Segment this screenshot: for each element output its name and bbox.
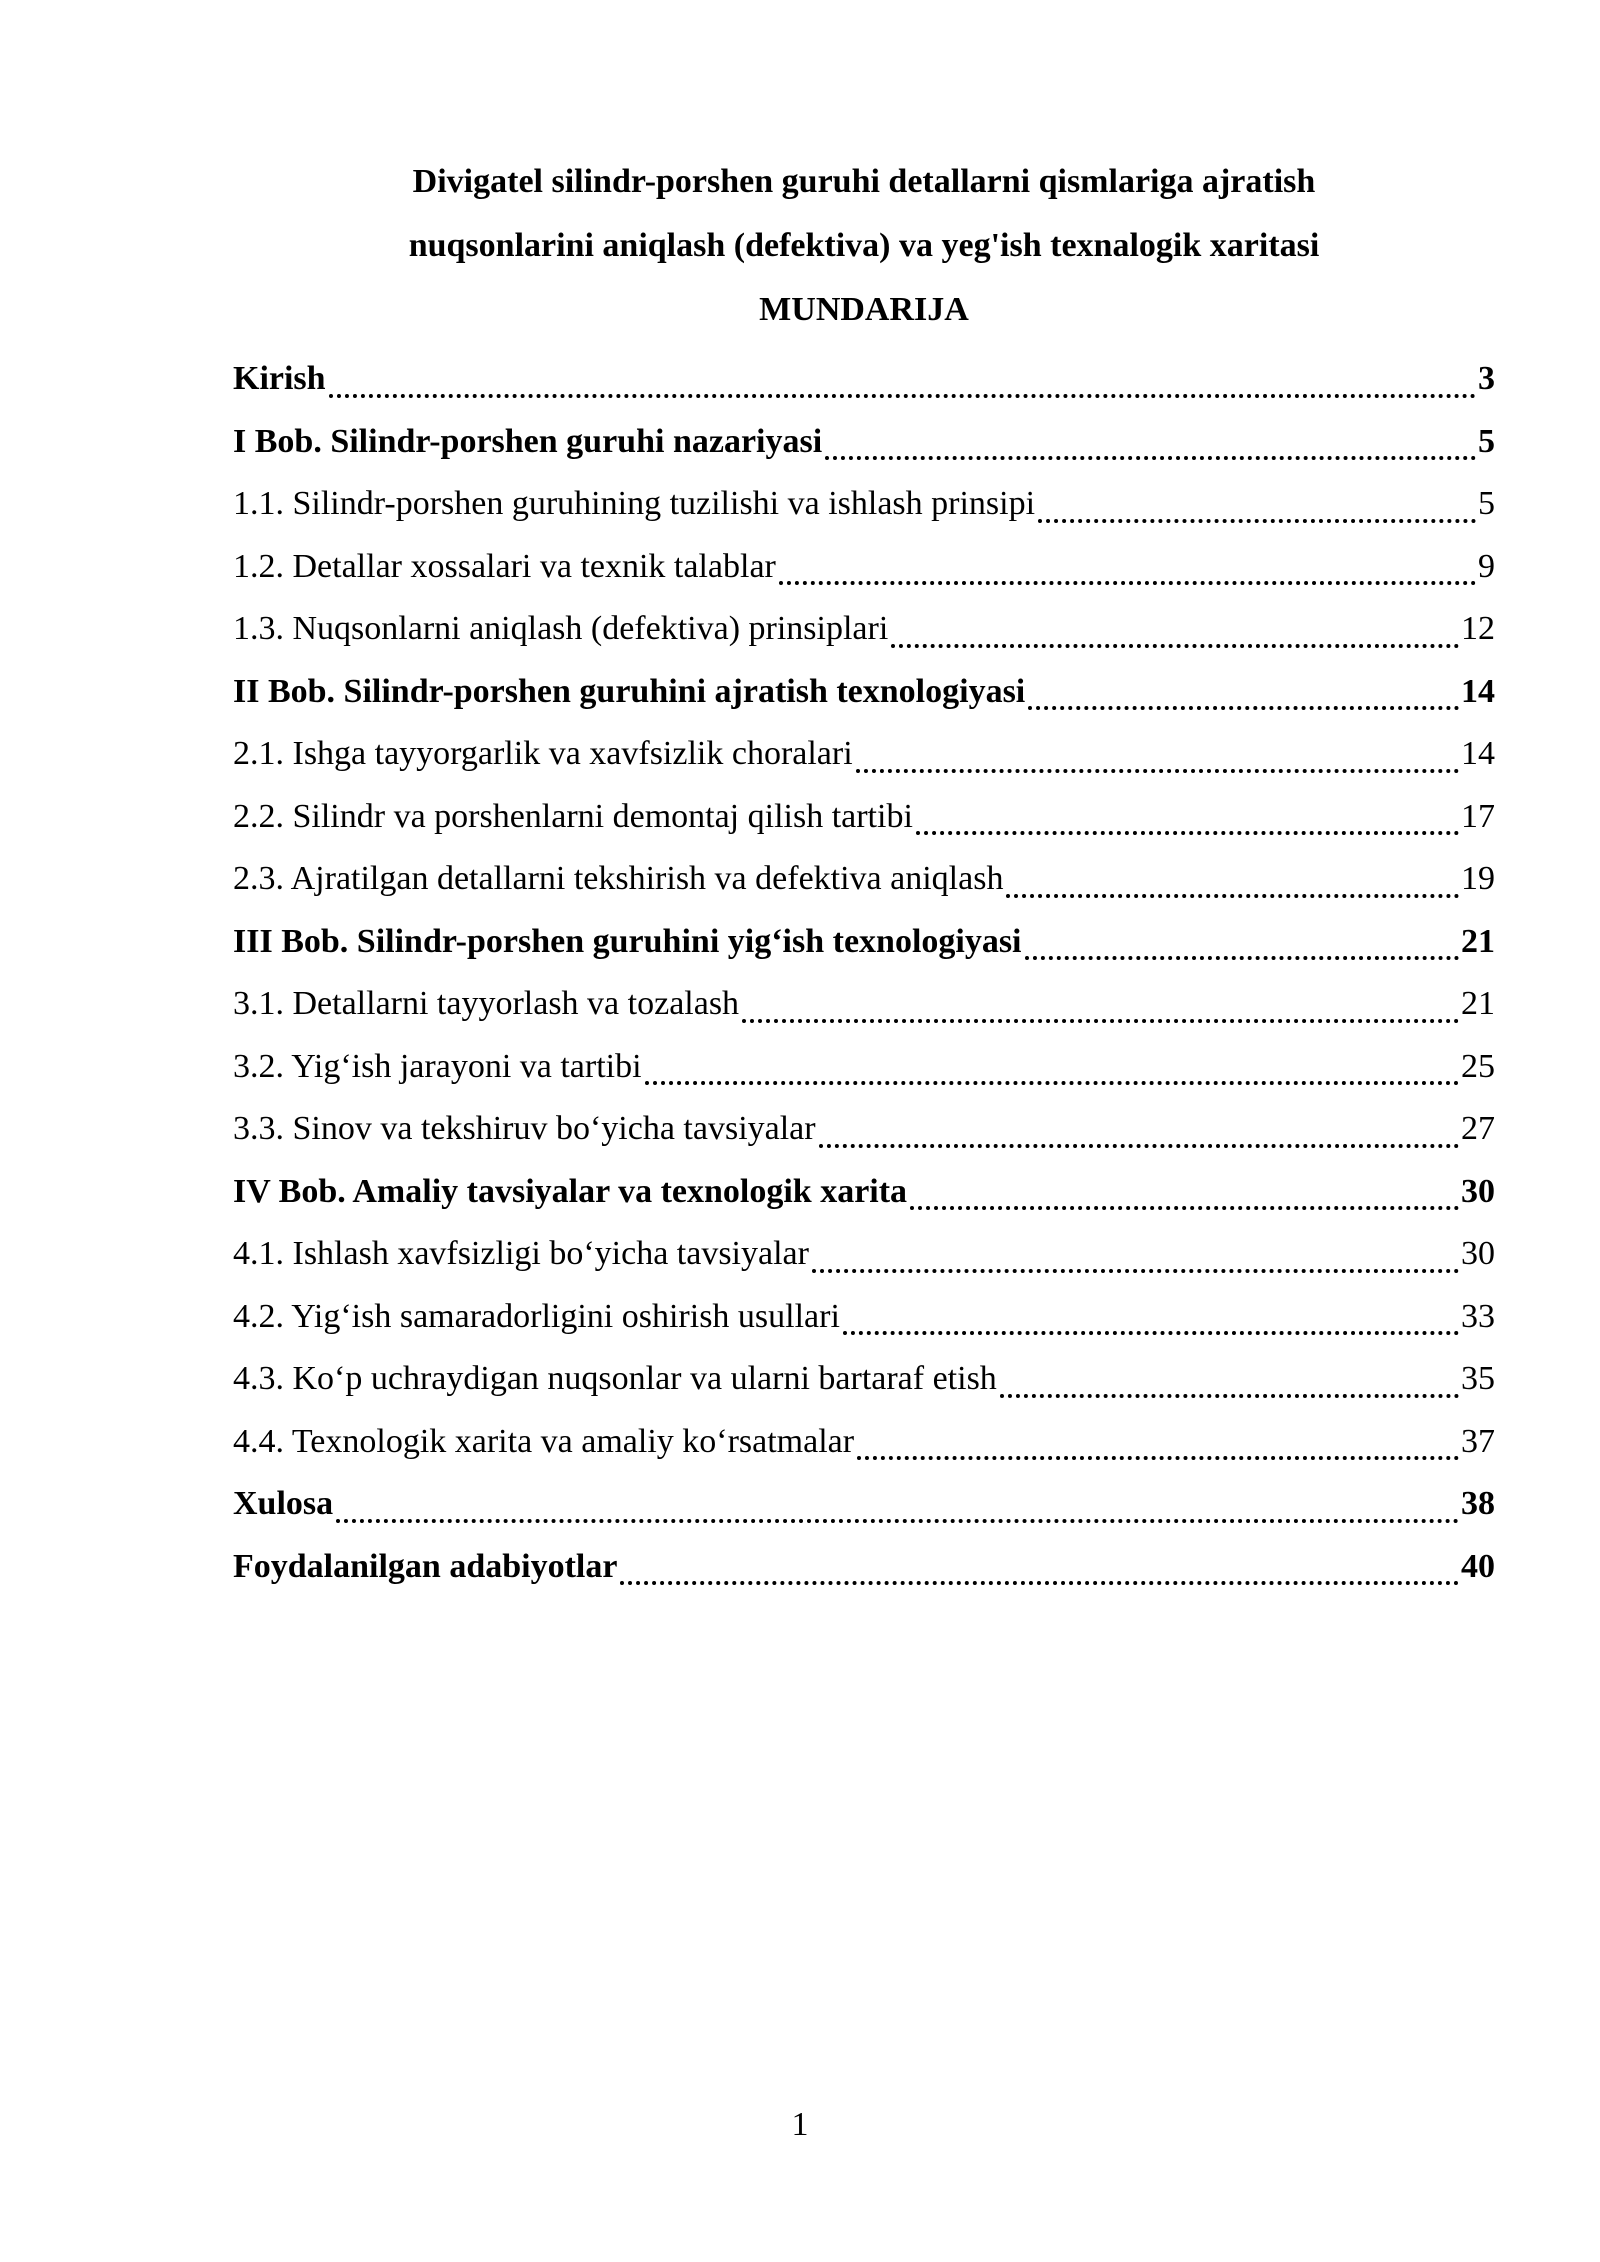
- dot-leader: [819, 1144, 1459, 1148]
- dot-leader: [1038, 519, 1476, 523]
- toc-entry-page: 5: [1478, 485, 1495, 522]
- dot-leader: [1028, 706, 1459, 710]
- toc-entry-label: 4.4. Texnologik xarita va amaliy ko‘rsatmalar: [233, 1422, 855, 1460]
- toc-entry-page: 9: [1478, 547, 1495, 585]
- page-number: 1: [791, 2106, 809, 2143]
- toc-entry: [233, 661, 1495, 724]
- toc-entry: [233, 786, 1495, 849]
- toc-entry-page: 40: [1461, 1547, 1495, 1585]
- toc-entry-label: 1.1. Silindr-porshen guruhining tuzilishi va ishlash prinsipi: [233, 485, 1036, 522]
- toc-entry-page: 27: [1461, 1110, 1495, 1147]
- dot-leader: [336, 1519, 1459, 1523]
- toc-entry-page: 14: [1461, 672, 1495, 710]
- toc-entry-page: 17: [1461, 797, 1495, 835]
- toc-entry-page: 25: [1461, 1047, 1495, 1085]
- dot-leader: [857, 1456, 1459, 1460]
- toc-entry-label: 3.3. Sinov va tekshiruv bo‘yicha tavsiyalar: [233, 1110, 816, 1147]
- toc-entry: [233, 536, 1495, 599]
- toc-entry-page: 12: [1461, 610, 1495, 647]
- toc-entry-page: 38: [1461, 1485, 1495, 1522]
- toc-entry-page: 37: [1461, 1422, 1495, 1460]
- toc-heading: MUNDARIJA: [759, 291, 969, 328]
- toc-entry: [233, 1098, 1495, 1161]
- toc-entry: [233, 1536, 1495, 1599]
- dot-leader: [916, 831, 1459, 835]
- toc-entry-label: 2.2. Silindr va porshenlarni demontaj qilish tartibi: [233, 797, 913, 835]
- toc-entry-label: 4.2. Yig‘ish samaradorligini oshirish usullari: [233, 1297, 840, 1335]
- toc-entry: [233, 1223, 1495, 1286]
- toc-entry-label: 3.2. Yig‘ish jarayoni va tartibi: [233, 1047, 642, 1085]
- toc-entry: [233, 973, 1495, 1036]
- toc-entry-label: Foydalanilgan adabiyotlar: [233, 1547, 618, 1585]
- toc-entry: [233, 1411, 1495, 1474]
- toc-entry: [233, 1348, 1495, 1411]
- dot-leader: [779, 581, 1476, 585]
- toc-entry: [233, 473, 1495, 536]
- document-title-line-2: nuqsonlarini aniqlash (defektiva) va yeg'ish texnalogik xaritasi: [408, 227, 1320, 264]
- document-title-line-1: Divigatel silindr-porshen guruhi detallarni qismlariga ajratish: [412, 163, 1316, 200]
- toc-entry-label: 2.1. Ishga tayyorgarlik va xavfsizlik choralari: [233, 735, 853, 772]
- toc-entry-page: 21: [1461, 922, 1495, 960]
- toc-entry-label: I Bob. Silindr-porshen guruhi nazariyasi: [233, 422, 823, 460]
- toc-entry-label: 4.1. Ishlash xavfsizligi bo‘yicha tavsiyalar: [233, 1235, 809, 1272]
- dot-leader: [620, 1581, 1459, 1585]
- toc-entry: [233, 411, 1495, 474]
- dot-leader: [1006, 894, 1459, 898]
- toc-entry-label: 1.2. Detallar xossalari va texnik talablar: [233, 547, 776, 585]
- dot-leader: [1025, 956, 1459, 960]
- toc-entry-page: 33: [1461, 1297, 1495, 1335]
- toc-entry: [233, 348, 1495, 411]
- dot-leader: [329, 394, 1476, 398]
- toc-entry-label: Kirish: [233, 360, 326, 397]
- toc-entry-page: 21: [1461, 985, 1495, 1022]
- dot-leader: [891, 644, 1459, 648]
- toc-entry-label: IV Bob. Amaliy tavsiyalar va texnologik xarita: [233, 1172, 908, 1210]
- dot-leader: [825, 456, 1476, 460]
- toc-entry-label: II Bob. Silindr-porshen guruhini ajratish texnologiyasi: [233, 672, 1026, 710]
- toc-entry: [233, 1286, 1495, 1349]
- toc-entry: [233, 911, 1495, 974]
- dot-leader: [843, 1331, 1459, 1335]
- toc-entry-label: Xulosa: [233, 1485, 334, 1522]
- toc-entry-page: 30: [1461, 1172, 1495, 1210]
- toc-entry-label: 2.3. Ajratilgan detallarni tekshirish va defektiva aniqlash: [233, 860, 1004, 897]
- toc-entry-page: 3: [1478, 360, 1495, 397]
- dot-leader: [1000, 1394, 1459, 1398]
- toc-entry-page: 19: [1461, 860, 1495, 897]
- toc-entry-label: 4.3. Ko‘p uchraydigan nuqsonlar va ularni bartaraf etish: [233, 1360, 997, 1397]
- toc-entry-label: 3.1. Detallarni tayyorlash va tozalash: [233, 985, 740, 1022]
- toc-entry-page: 35: [1461, 1360, 1495, 1397]
- toc-entry: [233, 598, 1495, 661]
- dot-leader: [856, 769, 1459, 773]
- toc-entry: [233, 1036, 1495, 1099]
- dot-leader: [645, 1081, 1459, 1085]
- toc-entry: [233, 1161, 1495, 1224]
- toc-entry: [233, 1473, 1495, 1536]
- toc-entry: [233, 723, 1495, 786]
- dot-leader: [742, 1019, 1459, 1023]
- dot-leader: [910, 1206, 1459, 1210]
- toc-entry-page: 5: [1478, 422, 1495, 460]
- toc-entry-label: 1.3. Nuqsonlarni aniqlash (defektiva) prinsiplari: [233, 610, 889, 647]
- toc-entry-page: 30: [1461, 1235, 1495, 1272]
- toc-entry-page: 14: [1461, 735, 1495, 772]
- dot-leader: [812, 1269, 1459, 1273]
- document-title: [233, 150, 1495, 278]
- toc-entry: [233, 848, 1495, 911]
- table-of-contents: [233, 348, 1495, 1598]
- toc-entry-label: III Bob. Silindr-porshen guruhini yig‘ish texnologiyasi: [233, 922, 1022, 960]
